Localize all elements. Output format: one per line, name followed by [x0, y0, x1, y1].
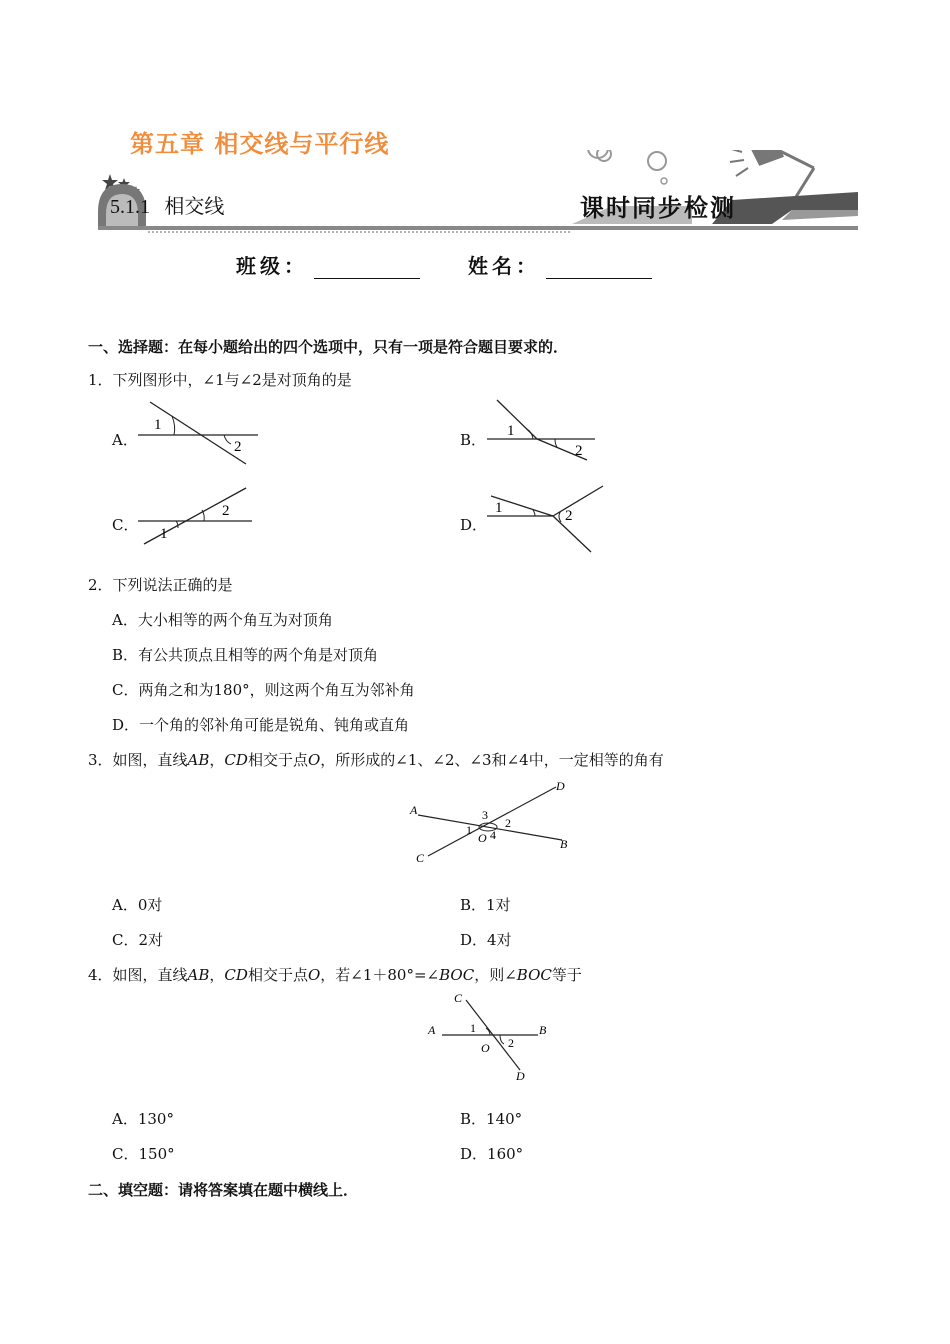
name-label: 姓名： [468, 254, 540, 278]
section-number: 5.1.1 [110, 196, 150, 218]
banner-text: 课时同步检测 [580, 193, 736, 222]
q1-figure-b [485, 398, 600, 468]
q2-option-a[interactable]: A．大小相等的两个角互为对顶角 [112, 611, 333, 629]
class-label: 班级： [236, 254, 308, 278]
q2-option-c[interactable]: C．两角之和为180°，则这两个角互为邻补角 [112, 681, 415, 699]
angle-label: 1 [507, 423, 515, 439]
q1-figure-a [138, 398, 263, 468]
q4-stem: 4．如图，直线AB，CD相交于点O，若∠1＋80°=∠BOC，则∠BOC等于 [88, 966, 582, 984]
section-heading [110, 190, 224, 219]
point-label-b: B [560, 837, 568, 851]
q1-option-b[interactable]: B． [460, 431, 487, 449]
angle-label: 1 [495, 500, 503, 516]
q4-option-c[interactable]: C．150° [112, 1145, 175, 1163]
q3-figure [404, 776, 580, 864]
point-label-a: A [410, 803, 418, 817]
q3-option-c[interactable]: C．2对 [112, 931, 164, 949]
q1-stem: 1．下列图形中，∠1与∠2是对顶角的是 [88, 371, 352, 389]
q3-option-d[interactable]: D．4对 [460, 931, 512, 949]
q4-option-b[interactable]: B．140° [460, 1110, 523, 1128]
angle-label: 2 [508, 1036, 514, 1050]
q1-figure-d [485, 482, 610, 556]
class-field [236, 250, 420, 279]
angle-label: 2 [234, 439, 242, 455]
point-label-b: B [539, 1023, 547, 1037]
q1-option-a[interactable]: A． [112, 431, 138, 449]
angle-label: 1 [466, 823, 472, 837]
q2-stem: 2．下列说法正确的是 [88, 576, 233, 594]
q4-figure [426, 990, 556, 1082]
q1-option-c[interactable]: C． [112, 516, 139, 534]
point-label-o: O [478, 831, 487, 845]
q2-option-b[interactable]: B．有公共顶点且相等的两个角是对顶角 [112, 646, 379, 664]
class-blank[interactable] [314, 258, 420, 279]
section-title: 相交线 [164, 194, 225, 218]
q3-option-a[interactable]: A．0对 [112, 896, 163, 914]
chapter-title: 第五章 相交线与平行线 [130, 130, 390, 158]
name-field [468, 250, 652, 279]
q4-option-a[interactable]: A．130° [112, 1110, 174, 1128]
bubble-icon [661, 178, 667, 184]
q1-option-d[interactable]: D． [460, 516, 488, 534]
q2-option-d[interactable]: D．一个角的邻补角可能是锐角、钝角或直角 [112, 716, 410, 734]
q3-stem: 3．如图，直线AB，CD相交于点O，所形成的∠1、∠2、∠3和∠4中，一定相等的角有 [88, 751, 664, 769]
angle-label: 3 [482, 808, 488, 822]
name-blank[interactable] [546, 258, 652, 279]
bubble-icon [648, 152, 666, 170]
angle-label: 1 [470, 1021, 476, 1035]
q1-figure-c [138, 484, 258, 546]
angle-label: 2 [222, 503, 230, 519]
point-label-c: C [454, 991, 463, 1005]
angle-label: 1 [160, 526, 168, 542]
q4-option-d[interactable]: D．160° [460, 1145, 524, 1163]
point-label-c: C [416, 851, 425, 864]
angle-label: 1 [154, 417, 162, 433]
part1-heading: 一、选择题：在每小题给出的四个选项中，只有一项是符合题目要求的． [88, 338, 569, 356]
angle-label: 2 [575, 443, 583, 459]
angle-label: 2 [565, 508, 573, 524]
lamp-icon [728, 150, 814, 200]
angle-label: 4 [490, 828, 496, 842]
point-label-d: D [516, 1069, 525, 1082]
point-label-o: O [481, 1041, 490, 1055]
part2-heading: 二、填空题：请将答案填在题中横线上． [88, 1181, 359, 1199]
angle-label: 2 [505, 816, 511, 830]
q3-option-b[interactable]: B．1对 [460, 896, 511, 914]
point-label-d: D [556, 779, 565, 793]
point-label-a: A [428, 1023, 436, 1037]
